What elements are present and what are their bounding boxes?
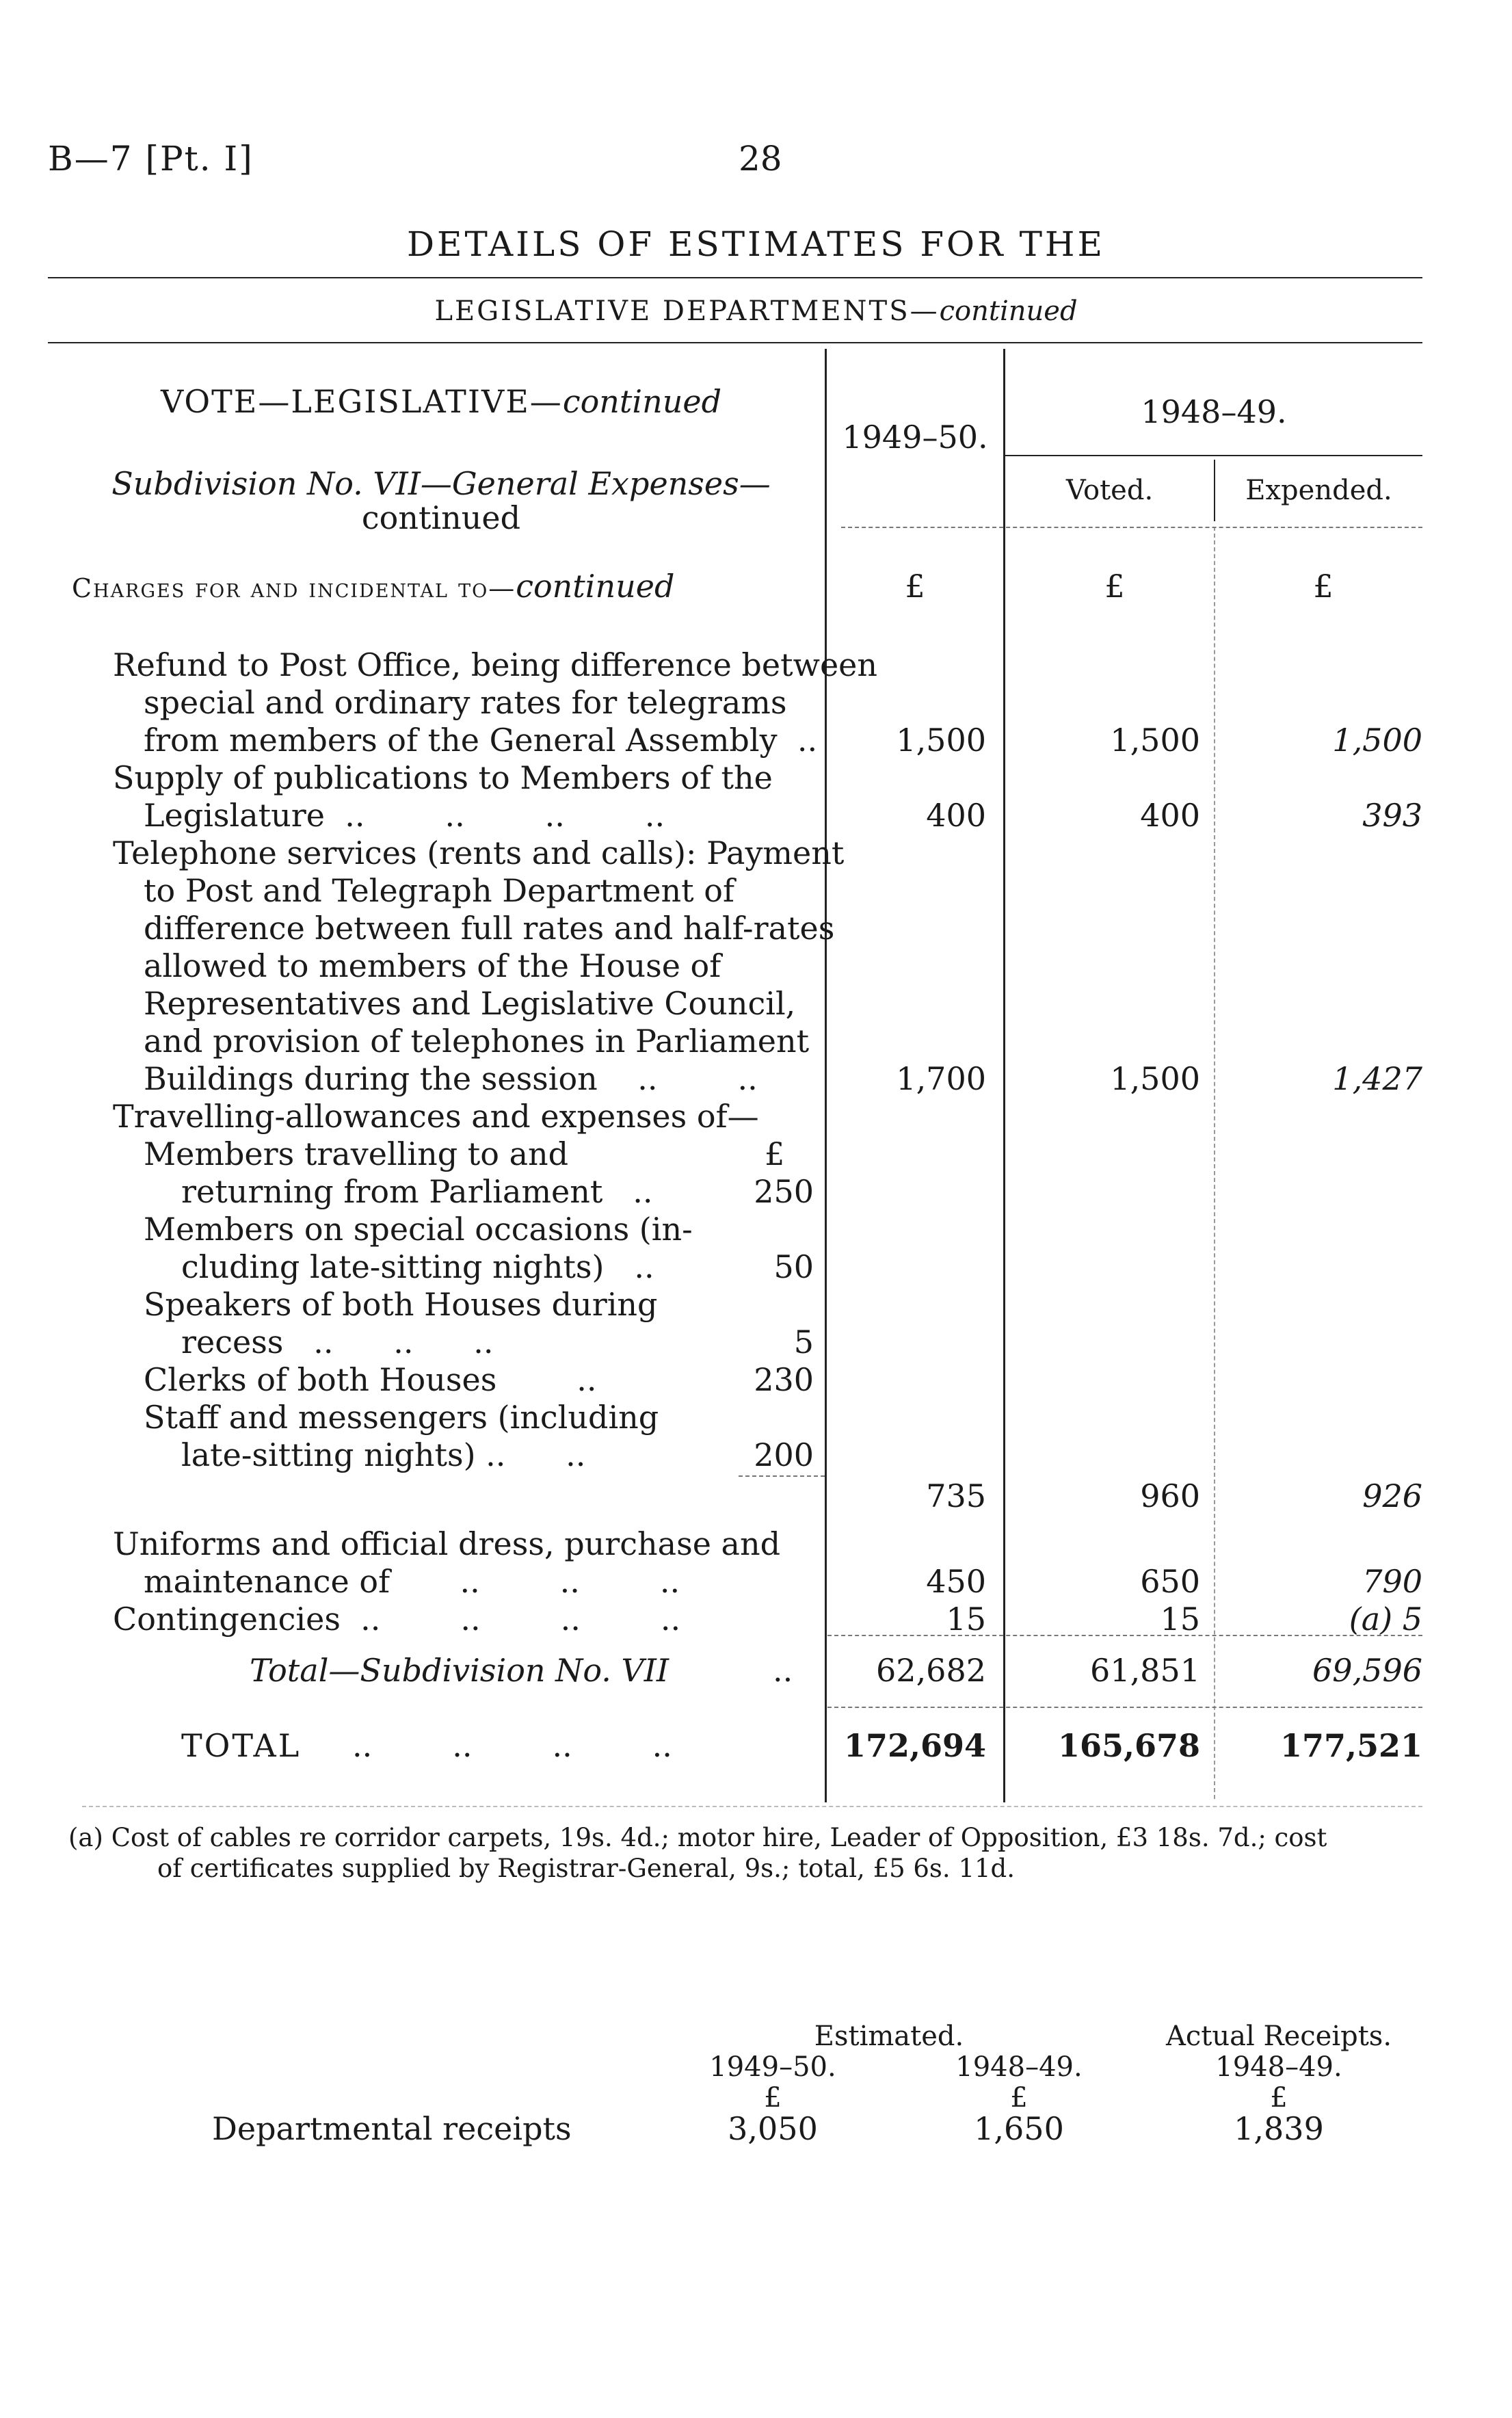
item-0-expended: 1,500	[1332, 722, 1422, 759]
footnote-line-2: of certificates supplied by Registrar-General, 9s.; total, £5 6s. 11d.	[157, 1854, 1015, 1883]
total-expended: 177,521	[1279, 1727, 1422, 1764]
item-2-line: Buildings during the session .. ..	[144, 1060, 758, 1097]
column-header-voted: Voted.	[1065, 475, 1154, 506]
tail-item-1-line: Contingencies .. .. .. ..	[113, 1601, 681, 1638]
charges-heading	[72, 568, 674, 607]
receipts-value-3: 1,839	[1234, 2110, 1324, 2147]
travel-sub-2-amount: 5	[793, 1324, 814, 1361]
column-header-1948: 1948–49.	[1141, 393, 1287, 430]
tail-item-1-1949: 15	[946, 1601, 986, 1638]
item-0-voted: 1,500	[1110, 722, 1200, 759]
vote-title	[89, 383, 793, 421]
page-subtitle	[0, 293, 1512, 330]
charges-heading-main: Charges for and incidental to—	[72, 573, 516, 603]
travel-currency: £	[765, 1135, 785, 1172]
vote-title-main: VOTE—LEGISLATIVE—	[160, 383, 563, 420]
subtotal-rule	[827, 1635, 1422, 1636]
receipts-currency-2: £	[1010, 2082, 1028, 2114]
item-2-line: difference between full rates and half-rates	[144, 910, 835, 947]
receipts-col-2: 1948–49.	[955, 2051, 1083, 2083]
receipts-currency-3: £	[1270, 2082, 1288, 2114]
item-1-expended: 393	[1362, 797, 1422, 834]
currency-1949: £	[905, 568, 925, 605]
column-header-expended: Expended.	[1245, 475, 1392, 506]
item-1-voted: 400	[1140, 797, 1200, 834]
column-header-1949: 1949–50.	[842, 419, 988, 456]
travel-sub-4-line: Staff and messengers (including	[144, 1399, 659, 1436]
receipts-currency-1: £	[764, 2082, 782, 2114]
header-rule	[841, 527, 1422, 528]
travel-sub-4-line: late-sitting nights) .. ..	[181, 1436, 586, 1473]
subtitle-continued: continued	[939, 295, 1078, 327]
travel-sub-1-line: cluding late-sitting nights) ..	[181, 1248, 654, 1285]
subdivision-title: Subdivision No. VII—General Expenses—	[111, 465, 771, 502]
subtitle-main: LEGISLATIVE DEPARTMENTS—	[434, 295, 940, 327]
total-label: TOTAL	[181, 1727, 302, 1764]
travel-sub-3-amount: 230	[754, 1361, 814, 1398]
page-number: 28	[739, 139, 782, 179]
travel-sub-0-line: Members travelling to and	[144, 1135, 569, 1172]
estimated-heading: Estimated.	[814, 2021, 964, 2052]
actual-heading: Actual Receipts.	[1165, 2021, 1392, 2052]
travel-sub-1-amount: 50	[773, 1248, 814, 1285]
total-dots: .. .. .. ..	[352, 1727, 672, 1764]
item-2-line: allowed to members of the House of	[144, 947, 721, 984]
item-2-line: Telephone services (rents and calls): Payment	[113, 835, 845, 871]
total-voted: 165,678	[1057, 1727, 1200, 1764]
travel-sub-3-line: Clerks of both Houses ..	[144, 1361, 597, 1398]
tail-item-0-line: Uniforms and official dress, purchase and	[113, 1525, 781, 1562]
item-2-1949: 1,700	[896, 1060, 986, 1097]
subtotal-voted: 61,851	[1090, 1652, 1200, 1689]
item-2-line: and provision of telephones in Parliament	[144, 1023, 810, 1060]
total-1949: 172,694	[843, 1727, 986, 1764]
item-1-line: Supply of publications to Members of the	[113, 759, 773, 796]
subtitle-rule	[48, 342, 1422, 343]
subtotal-label: Total—Subdivision No. VII	[250, 1652, 669, 1689]
subdivision-continued: continued	[361, 499, 521, 536]
item-0-line: from members of the General Assembly ..	[144, 722, 818, 759]
travel-expended: 926	[1362, 1477, 1422, 1514]
travel-sub-2-line: Speakers of both Houses during	[144, 1286, 658, 1323]
vote-title-continued: continued	[562, 383, 722, 420]
travel-voted: 960	[1140, 1477, 1200, 1514]
item-1-1949: 400	[926, 797, 986, 834]
travel-subtotal-rule	[739, 1475, 825, 1477]
travel-sub-1-line: Members on special occasions (in-	[144, 1211, 693, 1248]
tail-item-0-1949: 450	[926, 1563, 986, 1600]
tail-item-1-expended: (a) 5	[1349, 1601, 1422, 1638]
subtotal-1949: 62,682	[876, 1652, 986, 1689]
travel-sub-0-line: returning from Parliament ..	[181, 1173, 653, 1210]
tail-item-0-expended: 790	[1362, 1563, 1422, 1600]
page-title: DETAILS OF ESTIMATES FOR THE	[406, 224, 1106, 264]
table-bottom-rule	[82, 1806, 1422, 1807]
item-2-expended: 1,427	[1332, 1060, 1422, 1097]
tail-item-0-line: maintenance of .. .. ..	[144, 1563, 680, 1600]
receipts-col-3: 1948–49.	[1215, 2051, 1342, 2083]
total-rule	[827, 1707, 1422, 1708]
receipts-value-2: 1,650	[974, 2110, 1064, 2147]
tail-item-0-voted: 650	[1140, 1563, 1200, 1600]
item-1-line: Legislature .. .. .. ..	[144, 797, 665, 834]
tail-item-1-voted: 15	[1160, 1601, 1200, 1638]
page-reference: B—7 [Pt. I]	[48, 139, 254, 179]
item-2-line: to Post and Telegraph Department of	[144, 872, 734, 909]
travel-sub-4-amount: 200	[754, 1436, 814, 1473]
currency-voted: £	[1104, 568, 1125, 605]
subtotal-dots: ..	[773, 1652, 793, 1689]
title-rule	[48, 277, 1422, 278]
item-2-voted: 1,500	[1110, 1060, 1200, 1097]
travel-sub-2-line: recess .. .. ..	[181, 1324, 494, 1361]
receipts-col-1: 1949–50.	[709, 2051, 836, 2083]
item-0-1949: 1,500	[896, 722, 986, 759]
currency-expended: £	[1313, 568, 1334, 605]
item-2-line: Representatives and Legislative Council,	[144, 985, 796, 1022]
charges-heading-continued: continued	[516, 568, 675, 605]
year-group-rule	[1005, 455, 1422, 456]
receipts-value-1: 3,050	[728, 2110, 818, 2147]
receipts-label: Departmental receipts	[212, 2110, 572, 2147]
travel-sub-0-amount: 250	[754, 1173, 814, 1210]
travel-1949: 735	[926, 1477, 986, 1514]
subtotal-expended: 69,596	[1312, 1652, 1422, 1689]
item-0-line: Refund to Post Office, being difference between	[113, 646, 878, 683]
item-0-line: special and ordinary rates for telegrams	[144, 684, 787, 721]
travel-heading: Travelling-allowances and expenses of—	[113, 1098, 759, 1135]
footnote-line-1: (a) Cost of cables re corridor carpets, 19s. 4d.; motor hire, Leader of Opposition, £3 18s. 7d.; cost	[68, 1823, 1327, 1852]
